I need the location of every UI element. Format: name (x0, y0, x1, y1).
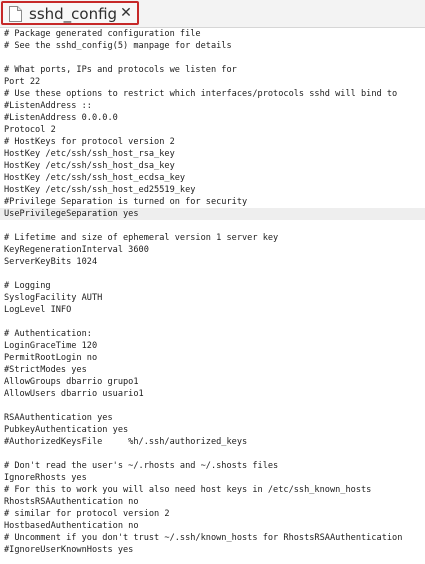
code-line: # similar for protocol version 2 (4, 509, 170, 519)
code-line: #Privilege Separation is turned on for security (4, 197, 248, 207)
code-line: # What ports, IPs and protocols we listen for (4, 65, 237, 75)
code-line: HostKey /etc/ssh/ssh_host_rsa_key (4, 149, 175, 159)
code-line: ServerKeyBits 1024 (4, 257, 98, 267)
code-line: # Authentication: (4, 329, 92, 339)
code-line: Protocol 2 (4, 125, 56, 135)
code-line: # Use these options to restrict which interfaces/protocols sshd will bind to (4, 89, 398, 99)
code-line: # Logging (4, 281, 51, 291)
code-line (0, 400, 425, 412)
code-line: RSAAuthentication yes (4, 413, 113, 423)
code-line (0, 220, 425, 232)
code-line: # Lifetime and size of ephemeral version 1 server key (4, 233, 279, 243)
code-line: IgnoreRhosts yes (4, 473, 87, 483)
code-line: HostKey /etc/ssh/ssh_host_ecdsa_key (4, 173, 186, 183)
tab-title: sshd_config (29, 5, 118, 23)
code-line: PermitRootLogin no (4, 353, 98, 363)
code-line: Port 22 (4, 77, 41, 87)
code-line: RhostsRSAAuthentication no (4, 497, 139, 507)
code-line: # See the sshd_config(5) manpage for details (4, 41, 232, 51)
code-line: #IgnoreUserKnownHosts yes (4, 545, 134, 555)
code-line: LoginGraceTime 120 (4, 341, 98, 351)
close-icon[interactable]: ✕ (120, 5, 132, 21)
code-line (0, 448, 425, 460)
document-icon (9, 6, 22, 22)
code-line: SyslogFacility AUTH (4, 293, 103, 303)
code-line: AllowUsers dbarrio usuario1 (4, 389, 144, 399)
tab-bar (0, 0, 425, 28)
code-line: # HostKeys for protocol version 2 (4, 137, 175, 147)
code-line: # For this to work you will also need host keys in /etc/ssh_known_hosts (4, 485, 372, 495)
code-line: HostKey /etc/ssh/ssh_host_dsa_key (4, 161, 175, 171)
code-line: HostKey /etc/ssh/ssh_host_ed25519_key (4, 185, 196, 195)
code-line: PubkeyAuthentication yes (4, 425, 129, 435)
code-line: #ListenAddress 0.0.0.0 (4, 113, 118, 123)
code-line: HostbasedAuthentication no (4, 521, 139, 531)
code-line (0, 268, 425, 280)
code-line: # Uncomment if you don't trust ~/.ssh/known_hosts for RhostsRSAAuthentication (4, 533, 403, 543)
code-line: AllowGroups dbarrio grupo1 (4, 377, 139, 387)
code-lines (0, 28, 425, 556)
code-line (0, 52, 425, 64)
code-line: LogLevel INFO (4, 305, 72, 315)
code-line (0, 316, 425, 328)
code-line: #ListenAddress :: (4, 101, 92, 111)
code-line: # Package generated configuration file (4, 29, 201, 39)
code-line: #AuthorizedKeysFile %h/.ssh/authorized_keys (4, 437, 248, 447)
text-editor-area[interactable] (0, 28, 425, 564)
code-line: #StrictModes yes (4, 365, 87, 375)
code-line: # Don't read the user's ~/.rhosts and ~/.shosts files (4, 461, 279, 471)
code-line: KeyRegenerationInterval 3600 (4, 245, 149, 255)
tab-sshd-config[interactable] (1, 1, 139, 25)
code-line: UsePrivilegeSeparation yes (0, 208, 425, 220)
